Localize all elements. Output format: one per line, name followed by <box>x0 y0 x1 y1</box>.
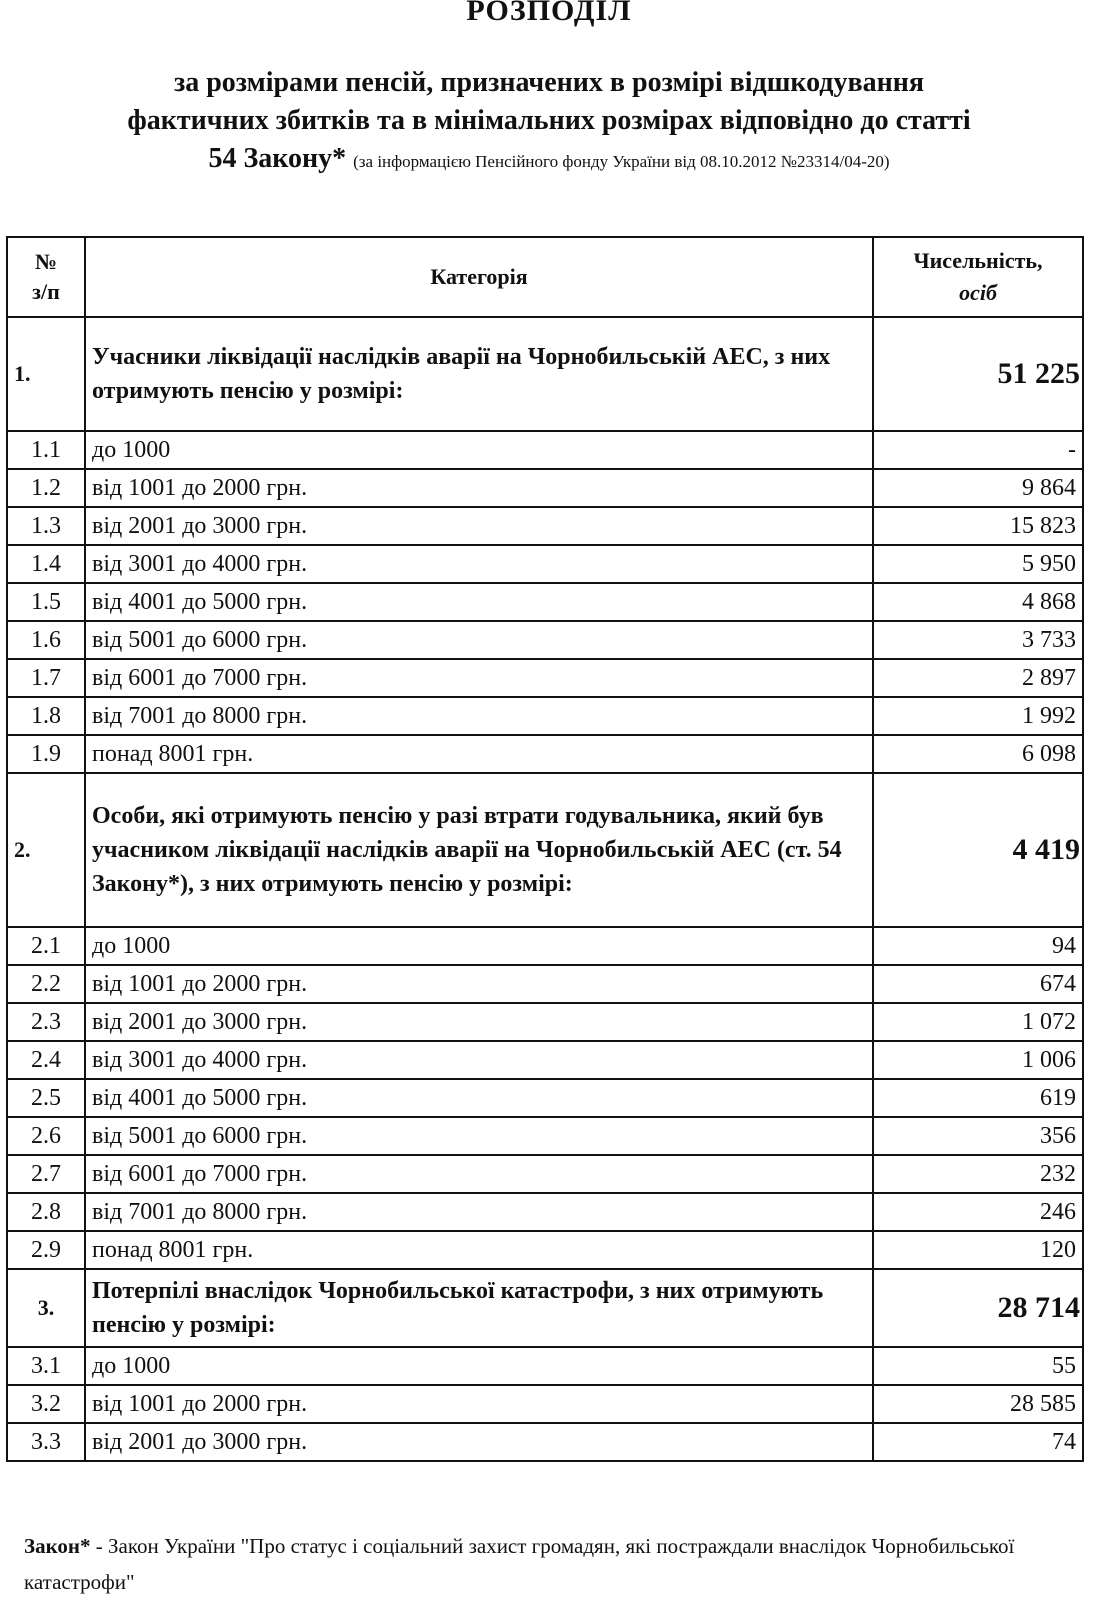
row-count: 9 864 <box>873 469 1083 507</box>
row-category: від 3001 до 4000 грн. <box>85 545 873 583</box>
row-count: 619 <box>873 1079 1083 1117</box>
group-category: Учасники ліквідації наслідків аварії на Чорнобильській АЕС, з них отримують пенсію у розмірі: <box>85 317 873 431</box>
row-number: 3.3 <box>7 1423 85 1461</box>
row-category: від 6001 до 7000 грн. <box>85 1155 873 1193</box>
row-category: від 6001 до 7000 грн. <box>85 659 873 697</box>
subtitle-line-3 <box>0 140 1098 181</box>
group-count: 4 419 <box>873 773 1083 927</box>
table-row <box>7 965 1083 1003</box>
footnote-term: Закон* <box>24 1534 91 1558</box>
row-number: 1.4 <box>7 545 85 583</box>
row-category: від 1001 до 2000 грн. <box>85 965 873 1003</box>
row-count: 55 <box>873 1347 1083 1385</box>
table-row <box>7 469 1083 507</box>
table-row <box>7 545 1083 583</box>
row-category: від 3001 до 4000 грн. <box>85 1041 873 1079</box>
row-number: 2.4 <box>7 1041 85 1079</box>
table-body <box>7 317 1083 1461</box>
group-category: Потерпілі внаслідок Чорнобильської катастрофи, з них отримують пенсію у розмірі: <box>85 1269 873 1347</box>
distribution-table <box>6 236 1084 1462</box>
table-row <box>7 621 1083 659</box>
table-row <box>7 1193 1083 1231</box>
table-row <box>7 1041 1083 1079</box>
row-category: від 1001 до 2000 грн. <box>85 469 873 507</box>
subtitle-line-2: фактичних збитків та в мінімальних розмірах відповідно до статті <box>127 105 971 136</box>
row-number: 2.9 <box>7 1231 85 1269</box>
table-row <box>7 1079 1083 1117</box>
row-number: 2.7 <box>7 1155 85 1193</box>
table-row <box>7 1155 1083 1193</box>
group-number: 3. <box>7 1269 85 1347</box>
group-count: 28 714 <box>873 1269 1083 1347</box>
header-count <box>873 237 1083 317</box>
group-row <box>7 317 1083 431</box>
subtitle-source-note: (за інформацією Пенсійного фонду України від 08.10.2012 №23314/04-20) <box>353 152 890 171</box>
row-count: 15 823 <box>873 507 1083 545</box>
header-number <box>7 237 85 317</box>
table-row <box>7 1423 1083 1461</box>
table-row <box>7 1003 1083 1041</box>
row-category: від 4001 до 5000 грн. <box>85 1079 873 1117</box>
table-row <box>7 1231 1083 1269</box>
table-row <box>7 1385 1083 1423</box>
row-number: 2.1 <box>7 927 85 965</box>
footnote-text: - Закон України "Про статус і соціальний захист громадян, які постраждали внаслідок Чорнобильської катастрофи" <box>24 1534 1015 1594</box>
table-row <box>7 659 1083 697</box>
row-category: від 2001 до 3000 грн. <box>85 1003 873 1041</box>
row-count: 1 992 <box>873 697 1083 735</box>
row-category: від 7001 до 8000 грн. <box>85 697 873 735</box>
row-count: 674 <box>873 965 1083 1003</box>
row-category: від 5001 до 6000 грн. <box>85 1117 873 1155</box>
group-count: 51 225 <box>873 317 1083 431</box>
row-number: 2.6 <box>7 1117 85 1155</box>
table-row <box>7 1347 1083 1385</box>
group-number: 1. <box>7 317 85 431</box>
table-row <box>7 431 1083 469</box>
table-header-row <box>7 237 1083 317</box>
footnote <box>24 1528 1074 1600</box>
row-count: 356 <box>873 1117 1083 1155</box>
row-count: 4 868 <box>873 583 1083 621</box>
subtitle-law-ref: 54 Закону* <box>208 143 347 174</box>
document-title: РОЗПОДІЛ <box>466 0 632 27</box>
row-count: 1 072 <box>873 1003 1083 1041</box>
group-row <box>7 773 1083 927</box>
header-category: Категорія <box>85 237 873 317</box>
table-row <box>7 583 1083 621</box>
row-number: 1.3 <box>7 507 85 545</box>
row-count: 94 <box>873 927 1083 965</box>
row-category: від 4001 до 5000 грн. <box>85 583 873 621</box>
row-number: 1.1 <box>7 431 85 469</box>
row-category: понад 8001 грн. <box>85 735 873 773</box>
row-number: 2.5 <box>7 1079 85 1117</box>
row-count: - <box>873 431 1083 469</box>
row-count: 232 <box>873 1155 1083 1193</box>
row-number: 1.2 <box>7 469 85 507</box>
row-count: 74 <box>873 1423 1083 1461</box>
header-number-symbol: № <box>34 249 58 274</box>
row-category: від 5001 до 6000 грн. <box>85 621 873 659</box>
row-number: 2.3 <box>7 1003 85 1041</box>
row-count: 1 006 <box>873 1041 1083 1079</box>
table-row <box>7 735 1083 773</box>
table-row <box>7 1117 1083 1155</box>
row-count: 2 897 <box>873 659 1083 697</box>
row-number: 3.1 <box>7 1347 85 1385</box>
row-count: 5 950 <box>873 545 1083 583</box>
header-count-label: Чисельність, <box>913 248 1043 273</box>
row-category: від 2001 до 3000 грн. <box>85 1423 873 1461</box>
row-category: від 1001 до 2000 грн. <box>85 1385 873 1423</box>
row-count: 6 098 <box>873 735 1083 773</box>
row-category: понад 8001 грн. <box>85 1231 873 1269</box>
row-category: до 1000 <box>85 1347 873 1385</box>
table-row <box>7 927 1083 965</box>
header-number-abbr: з/п <box>32 279 60 304</box>
row-count: 3 733 <box>873 621 1083 659</box>
group-number: 2. <box>7 773 85 927</box>
row-category: до 1000 <box>85 431 873 469</box>
row-number: 1.8 <box>7 697 85 735</box>
subtitle-line-1: за розмірами пенсій, призначених в розмірі відшкодування <box>173 67 925 98</box>
row-count: 246 <box>873 1193 1083 1231</box>
table-row <box>7 507 1083 545</box>
group-category: Особи, які отримують пенсію у разі втрати годувальника, який був учасником ліквідації наслідків аварії на Чорнобильській АЕС (ст. 54 Закону*), з них отримують пенсію у розмірі: <box>85 773 873 927</box>
row-number: 1.6 <box>7 621 85 659</box>
row-number: 1.9 <box>7 735 85 773</box>
row-number: 3.2 <box>7 1385 85 1423</box>
row-number: 1.5 <box>7 583 85 621</box>
row-category: від 7001 до 8000 грн. <box>85 1193 873 1231</box>
row-number: 2.8 <box>7 1193 85 1231</box>
row-category: до 1000 <box>85 927 873 965</box>
group-row <box>7 1269 1083 1347</box>
row-category: від 2001 до 3000 грн. <box>85 507 873 545</box>
document-subtitle <box>0 64 1098 181</box>
row-count: 28 585 <box>873 1385 1083 1423</box>
header-count-unit: осіб <box>959 280 997 305</box>
row-number: 2.2 <box>7 965 85 1003</box>
row-count: 120 <box>873 1231 1083 1269</box>
row-number: 1.7 <box>7 659 85 697</box>
table-row <box>7 697 1083 735</box>
